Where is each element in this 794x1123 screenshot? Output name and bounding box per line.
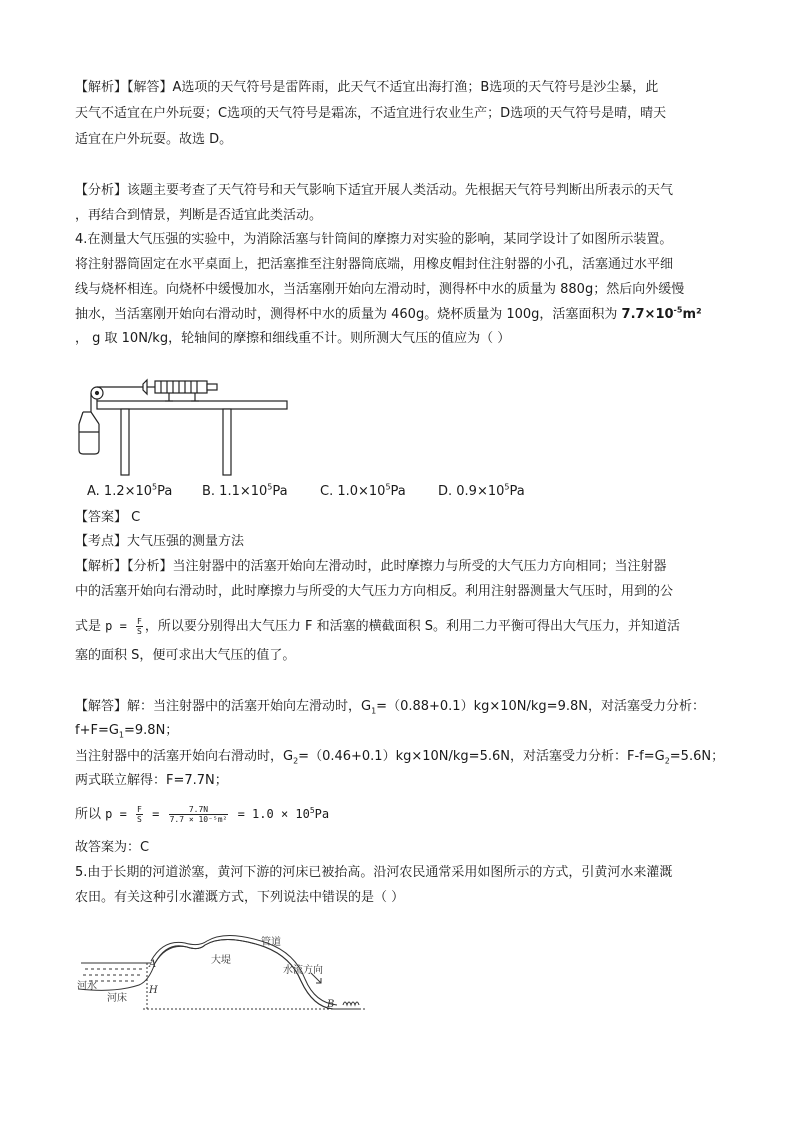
q5-stem-line-1: 5.由于长期的河道淤塞，黄河下游的河床已被抬高。沿河农民通常采用如图所示的方式，引黄河水来灌溉	[75, 865, 673, 880]
option-a: A. $1.2\times 10^5Pa$	[87, 482, 173, 499]
q4-stem-line-4: 抽水，当活塞刚开始向右滑动时，测得杯中水的质量为 460g。烧杯质量为 100g，活塞面积为 $7.7\times 10^{-5}m^2$	[75, 305, 702, 322]
piston-area: $7.7\times 10^{-5}m^2$	[621, 305, 702, 322]
label-A: A	[149, 959, 157, 970]
q4-answer: 【答案】 C	[75, 510, 141, 525]
q4-analysis-line-4: 塞的面积 S，便可求出大气压的值了。	[75, 648, 296, 663]
option-b: B. $1.1\times 10^5Pa$	[202, 482, 288, 499]
result-formula: p = $\frac{F}{S}$ = $\frac{7.7N}{\text{7.7 × 10⁻⁵m²}}$ = $1.0 \times 10^5Pa$	[105, 805, 330, 824]
label-pipe: 管道	[261, 937, 281, 948]
label-river-water: 河水	[77, 981, 97, 992]
q4-analysis-line-3: 式是 p = $\frac{F}{S}$ ，所以要分别得出大气压力 F 和活塞的横截面积 S。利用二力平衡可得出大气压力，并知道活	[75, 617, 681, 636]
q4-stem-line-5: ， g 取 10N/kg，轮轴间的摩擦和细线重不计。则所测大气压的值应为（ ）	[75, 331, 511, 346]
q3-fenxi-line-2: ，再结合到情景，判断是否适宜此类活动。	[75, 208, 323, 223]
q4-analysis-line-2: 中的活塞开始向右滑动时，此时摩擦力与所受的大气压力方向相反。利用注射器测量大气压时，用到的公	[75, 584, 674, 599]
q3-analysis-line-2: 天气不适宜在户外玩耍；C选项的天气符号是霜冻，不适宜进行农业生产；D选项的天气符号是晴，晴天	[75, 106, 667, 121]
q4-solution-line-4: 两式联立解得：F=7.7N；	[75, 773, 228, 788]
q4-kaodian: 【考点】大气压强的测量方法	[75, 534, 245, 549]
label-dam: 大堤	[211, 955, 231, 966]
q4-solution-line-5: 所以 p = $\frac{F}{S}$ = $\frac{7.7N}{\text{7.7 × 10⁻⁵m²}}$ = $1.0 \times 10^5Pa$	[75, 805, 330, 824]
river-dam-irrigation-figure	[75, 933, 375, 1023]
q4-analysis-line-1: 【解析】【分析】当注射器中的活塞开始向左滑动时，此时摩擦力与所受的大气压力方向相同；当注射器	[75, 559, 667, 574]
q4-solution-line-1: 【解答】解：当注射器中的活塞开始向左滑动时，$G_1=(0.88+0.1)kg\times 10N/kg=9.8N$，对活塞受力分析：	[75, 699, 705, 716]
label-B: B	[327, 999, 335, 1010]
syringe-apparatus-figure	[75, 372, 315, 480]
pressure-formula: p = $\frac{F}{S}$	[105, 617, 142, 636]
option-c: C. $1.0\times 10^5Pa$	[320, 482, 406, 499]
q3-analysis-line-3: 适宜在户外玩耍。故选 D。	[75, 132, 233, 147]
q5-stem-line-2: 农田。有关这种引水灌溉方式，下列说法中错误的是（ ）	[75, 890, 405, 905]
label-H: H	[149, 985, 158, 996]
q4-stem-line-3: 线与烧杯相连。向烧杯中缓慢加水，当活塞刚开始向左滑动时，测得杯中水的质量为 880g；然后向外缓慢	[75, 282, 685, 297]
q4-solution-line-2: $f+F=G_1=9.8N$；	[75, 723, 179, 740]
option-d: D. $0.9\times 10^5Pa$	[438, 482, 525, 499]
q3-fenxi-line-1: 【分析】该题主要考查了天气符号和天气影响下适宜开展人类活动。先根据天气符号判断出所表示的天气	[75, 183, 674, 198]
q4-final-answer: 故答案为：C	[75, 840, 150, 855]
q4-stem-line-2: 将注射器筒固定在水平桌面上，把活塞推至注射器筒底端，用橡皮帽封住注射器的小孔，活塞通过水平细	[75, 257, 674, 272]
label-flow: 水流方向	[283, 965, 323, 976]
q4-stem-line-1: 4.在测量大气压强的实验中，为消除活塞与针筒间的摩擦力对实验的影响，某同学设计了如图所示装置。	[75, 232, 673, 247]
label-river-bed: 河床	[107, 993, 127, 1004]
q3-analysis-line-1: 【解析】【解答】A选项的天气符号是雷阵雨，此天气不适宜出海打渔；B选项的天气符号是沙尘暴，此	[75, 80, 659, 95]
q4-solution-line-3: 当注射器中的活塞开始向右滑动时，$G_2=(0.46+0.1)kg\times 10N/kg=5.6N$，对活塞受力分析：$F-f=G_2=5.6N$；	[75, 749, 725, 766]
